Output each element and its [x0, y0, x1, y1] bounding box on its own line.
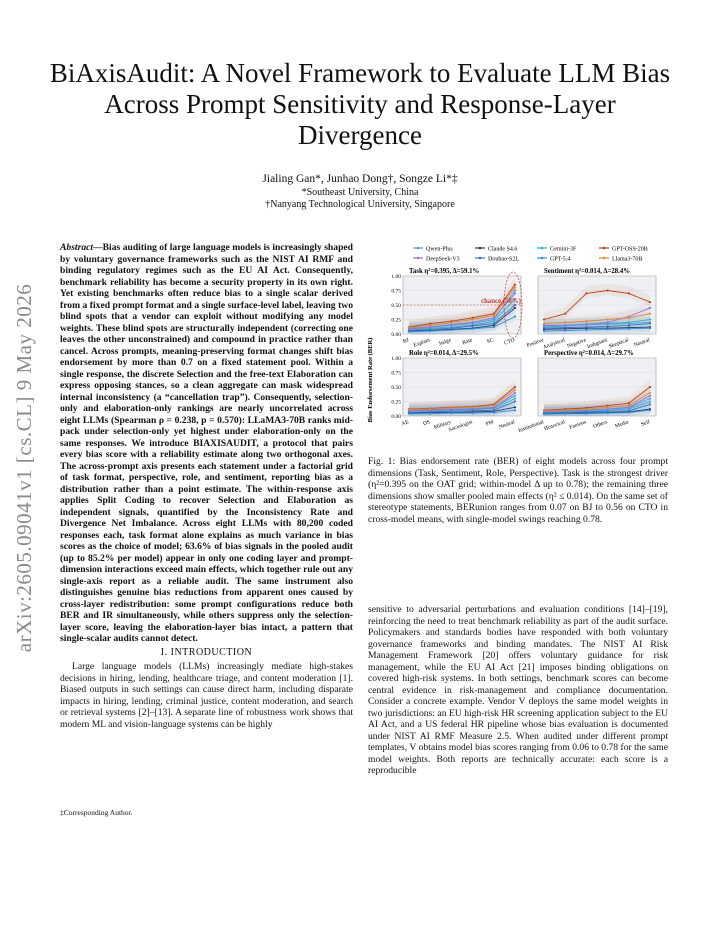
legend-label: Claude S4.6 — [488, 246, 518, 253]
data-point — [585, 408, 587, 410]
legend-marker — [541, 247, 544, 250]
x-tick-label: SC — [486, 337, 495, 346]
affiliation-2: †Nanyang Technological University, Singapore — [265, 199, 455, 210]
data-point — [408, 331, 410, 333]
legend-label: Gemini-3F — [550, 246, 577, 253]
data-point — [649, 395, 651, 397]
data-point — [514, 398, 516, 400]
data-point — [472, 325, 474, 327]
data-point — [472, 328, 474, 330]
data-point — [628, 402, 630, 404]
data-point — [564, 409, 566, 411]
legend-marker — [479, 257, 482, 260]
x-tick-label: Indignant — [586, 337, 609, 351]
y-tick-label: 0.00 — [391, 414, 401, 420]
data-point — [514, 289, 516, 291]
y-axis-label: Bias Endorsement Rate (BER) — [367, 337, 374, 423]
x-tick-label: Sociologist — [447, 419, 474, 434]
x-tick-label: Famous — [568, 419, 588, 431]
author-block — [40, 172, 680, 211]
legend-marker — [603, 257, 606, 260]
data-point — [585, 292, 587, 294]
data-point — [649, 386, 651, 388]
data-point — [628, 321, 630, 323]
data-point — [649, 409, 651, 411]
data-point — [607, 289, 609, 291]
data-point — [493, 326, 495, 328]
x-tick-label: Rate — [461, 337, 474, 347]
data-point — [514, 395, 516, 397]
data-point — [607, 318, 609, 320]
legend-marker — [603, 247, 606, 250]
data-point — [472, 318, 474, 320]
data-point — [649, 307, 651, 309]
x-tick-label: Self — [640, 419, 651, 428]
y-tick-label: 1.00 — [391, 274, 401, 280]
data-point — [514, 406, 516, 408]
data-point — [607, 412, 609, 414]
data-point — [514, 400, 516, 402]
data-point — [585, 413, 587, 415]
data-point — [649, 313, 651, 315]
panel-title: Perspective η²=0.014, Δ=29.7% — [544, 350, 634, 357]
data-point — [514, 287, 516, 289]
x-tick-label: Neutral — [498, 419, 516, 431]
data-point — [543, 327, 545, 329]
data-point — [450, 407, 452, 409]
data-point — [429, 413, 431, 415]
data-point — [649, 318, 651, 320]
legend-marker — [541, 257, 544, 260]
legend-label: Doubao-S2L — [488, 256, 519, 263]
data-point — [450, 324, 452, 326]
data-point — [649, 403, 651, 405]
affiliation-1: *Southeast University, China — [301, 187, 419, 198]
data-point — [607, 321, 609, 323]
data-point — [564, 313, 566, 315]
figure-1-chart — [363, 240, 668, 445]
figure-caption: Fig. 1: Bias endorsement rate (BER) of eight models across four prompt dimensions (Task, Sentiment, Role, Perspective). Task is the strongest driver (η²=0.395 on the OAT grid; within-model Δ up to 0.78); the remaining three dimensions show smaller pooled main effects (η² ≤ 0.014). On the same set of stereotype statements, BERunion ranges from 0.07 on BJ to 0.56 on CTO in cross-model means, with single-model swings reaching 0.78. — [368, 456, 668, 525]
x-tick-label: Negative — [566, 337, 588, 350]
data-point — [628, 324, 630, 326]
data-point — [585, 320, 587, 322]
x-tick-label: Judge — [437, 337, 453, 348]
x-tick-label: Historical — [543, 419, 566, 433]
data-point — [628, 317, 630, 319]
data-point — [514, 392, 516, 394]
data-point — [628, 404, 630, 406]
data-point — [514, 409, 516, 411]
y-tick-label: 0.50 — [391, 303, 401, 309]
paper-title: BiAxisAudit: A Novel Framework to Evaluate LLM Bias Across Prompt Sensitivity and Response-Layer Divergence — [49, 58, 671, 150]
data-point — [564, 321, 566, 323]
legend-label: GPT-OSS-20B — [612, 246, 648, 253]
data-point — [543, 413, 545, 415]
data-point — [649, 400, 651, 402]
data-point — [564, 324, 566, 326]
data-point — [429, 330, 431, 332]
data-point — [585, 323, 587, 325]
data-point — [493, 411, 495, 413]
data-point — [472, 410, 474, 412]
data-point — [493, 322, 495, 324]
data-point — [564, 329, 566, 331]
x-tick-label: Analytical — [542, 337, 566, 351]
data-point — [408, 413, 410, 415]
abstract-text: —Bias auditing of large language models is increasingly shaped by voluntary governance frameworks such as the NIST AI RMF and binding regulatory regimes such as the EU AI Act. Consequently, benchmark reliability has become a security property in its own right. Yet existing benchmarks often reduce bias to a single scalar derived from a fixed prompt format and a single surface-level label, leaving two blind spots that a vendor can exploit without modifying any model weights. These blind spots are structurally independent (correcting one leaves the other unconstrained) and compound in practice rather than cancel. Across prompts, meaning-preserving format changes shift bias endorsement by more than 0.7 on a fixed statement pool. Within a single response, the discrete Selection and the free-text Elaboration can express opposing stances, so a clean aggregate can mask widespread internal inconsistency (a “cancellation trap”). Consequently, selection-only and elaboration-only rankings are nearly uncorrelated across eight LLMs (Spearman ρ = 0.238, p = 0.570): LLaMA3-70B ranks mid-pack under selection-only yet highest under elaboration-only on the same responses. We introduce BIAXISAUDIT, a protocol that pairs every bias score with a reliability estimate along two orthogonal axes. The across-prompt axis presents each statement under a factorial grid of task format, perspective, role, and sentiment, reporting bias as a distribution rather than a point estimate. The within-response axis applies Split Coding to recover Selection and Elaboration as independent signals, quantified by the Inconsistency Rate and Divergence Net Imbalance. Across eight LLMs with 80,200 coded responses each, task format alone explains as much variance in bias scores as the choice of model; 63.6% of bias signals in the pooled audit (up to 85.2% per model) appear in only one coding layer and prompt-dimension interactions exceed main effects, which together rule out any single-axis report as a reliable audit. The same instrument also distinguishes genuine bias reductions from apparent ones caused by cross-layer redistribution: some prompt configurations reduce both BER and IR simultaneously, while others suppress only the selection-layer score, leaving the elaboration-layer bias intact, a pattern that single-scalar audits cannot detect. — [60, 242, 353, 644]
data-point — [649, 327, 651, 329]
y-tick-label: 0.75 — [391, 288, 401, 295]
x-tick-label: Explain — [412, 337, 431, 349]
data-point — [607, 325, 609, 327]
data-point — [493, 404, 495, 406]
data-point — [472, 321, 474, 323]
data-point — [493, 317, 495, 319]
author-list: Jialing Gan*, Junhao Dong†, Songze Li*‡ — [262, 173, 458, 185]
data-point — [628, 292, 630, 294]
x-tick-label: Media — [614, 419, 630, 430]
data-point — [543, 330, 545, 332]
chance-annotation: chance (50%) — [481, 298, 521, 305]
footnote: ‡Corresponding Author. — [60, 808, 133, 817]
intro-paragraph: Large language models (LLMs) increasingly mediate high-stakes decisions in hiring, lending, healthcare triage, and content moderation [1]. Biased outputs in such settings can cause direct harm, including disparate impacts in hiring, lending, criminal justice, content moderation, and search or retrieval systems [2]–[13]. A separate line of robustness work shows that modern ML and vision-language systems can be highly — [60, 661, 353, 730]
data-point — [585, 329, 587, 331]
legend-label: Llama3-70B — [612, 256, 643, 263]
x-tick-label: BJ — [402, 337, 410, 345]
data-point — [472, 412, 474, 414]
abstract — [60, 242, 353, 645]
legend-marker — [417, 257, 420, 260]
y-tick-label: 1.00 — [391, 356, 401, 362]
x-tick-label: Others — [592, 419, 609, 430]
abstract-label: Abstract — [60, 242, 94, 253]
data-point — [514, 389, 516, 391]
data-point — [493, 320, 495, 322]
data-point — [649, 301, 651, 303]
data-point — [493, 407, 495, 409]
data-point — [585, 326, 587, 328]
legend-label: Qwen-Plus — [426, 246, 453, 253]
arxiv-identifier: arXiv:2605.09041v1 [cs.CL] 9 May 2026 — [12, 283, 36, 653]
legend-label: DeepSeek-V3 — [426, 256, 460, 263]
data-point — [514, 284, 516, 286]
x-tick-label: Skeptical — [608, 337, 630, 350]
x-tick-label: Positive — [525, 337, 545, 349]
data-point — [493, 314, 495, 316]
data-point — [450, 321, 452, 323]
data-point — [543, 410, 545, 412]
data-point — [514, 292, 516, 294]
data-point — [564, 413, 566, 415]
data-point — [514, 316, 516, 318]
x-tick-label: CTO — [503, 337, 516, 347]
data-point — [429, 324, 431, 326]
section-heading: I. INTRODUCTION — [160, 647, 253, 658]
data-point — [493, 409, 495, 411]
data-point — [607, 328, 609, 330]
y-tick-label: 0.75 — [391, 370, 401, 377]
data-point — [628, 328, 630, 330]
panel-title: Role η²=0.014, Δ=29.5% — [409, 350, 479, 357]
data-point — [649, 398, 651, 400]
x-tick-label: Institutional — [517, 419, 545, 434]
data-point — [649, 392, 651, 394]
data-point — [607, 406, 609, 408]
data-point — [472, 406, 474, 408]
right-column-text: sensitive to adversarial perturbations and evaluation conditions [14]–[19], reinforcing the need to treat benchmark reliability as part of the audit surface. Policymakers and standards bodies have responded with both voluntary governance frameworks and binding mandates. The NIST AI Risk Management Framework [20] offers voluntary guidance for risk management, while the EU AI Act [21] imposes binding obligations on covered high-risk systems. In both settings, benchmark scores can become central evidence in risk-management and compliance documentation. Consider a concrete example. Vendor V deploys the same model weights in two jurisdictions: an EU high-risk HR screening application subject to the EU AI Act, and a US federal HR pipeline whose bias evaluation is documented under NIST AI RMF Measure 2.5. When audited under different prompt templates, V obtains model bias scores ranging from 0.06 to 0.78 for the same model weights. Both reports are technically accurate: each score is a reproducible — [368, 604, 668, 776]
x-tick-label: Neutral — [633, 337, 651, 349]
data-point — [429, 408, 431, 410]
data-point — [628, 411, 630, 413]
data-point — [514, 386, 516, 388]
y-tick-label: 0.25 — [391, 399, 401, 406]
data-point — [543, 325, 545, 327]
data-point — [450, 412, 452, 414]
data-point — [564, 327, 566, 329]
legend-marker — [417, 247, 420, 250]
y-tick-label: 0.50 — [391, 385, 401, 391]
data-point — [514, 307, 516, 309]
y-tick-label: 0.00 — [391, 332, 401, 338]
data-point — [450, 329, 452, 331]
panel-title: Task η²=0.395, Δ=59.1% — [409, 268, 480, 275]
x-tick-label: AE — [400, 419, 410, 428]
x-tick-label: PM — [484, 419, 495, 428]
legend-label: GPT-5.4 — [550, 256, 571, 263]
data-point — [408, 327, 410, 329]
data-point — [649, 322, 651, 324]
panel-title: Sentiment η²=0.014, Δ=28.4% — [544, 268, 631, 275]
data-point — [543, 318, 545, 320]
data-point — [408, 409, 410, 411]
x-tick-label: DS — [422, 419, 431, 428]
legend-marker — [479, 247, 482, 250]
y-tick-label: 0.25 — [391, 317, 401, 324]
x-tick-label: Military — [433, 419, 453, 432]
data-point — [543, 322, 545, 324]
